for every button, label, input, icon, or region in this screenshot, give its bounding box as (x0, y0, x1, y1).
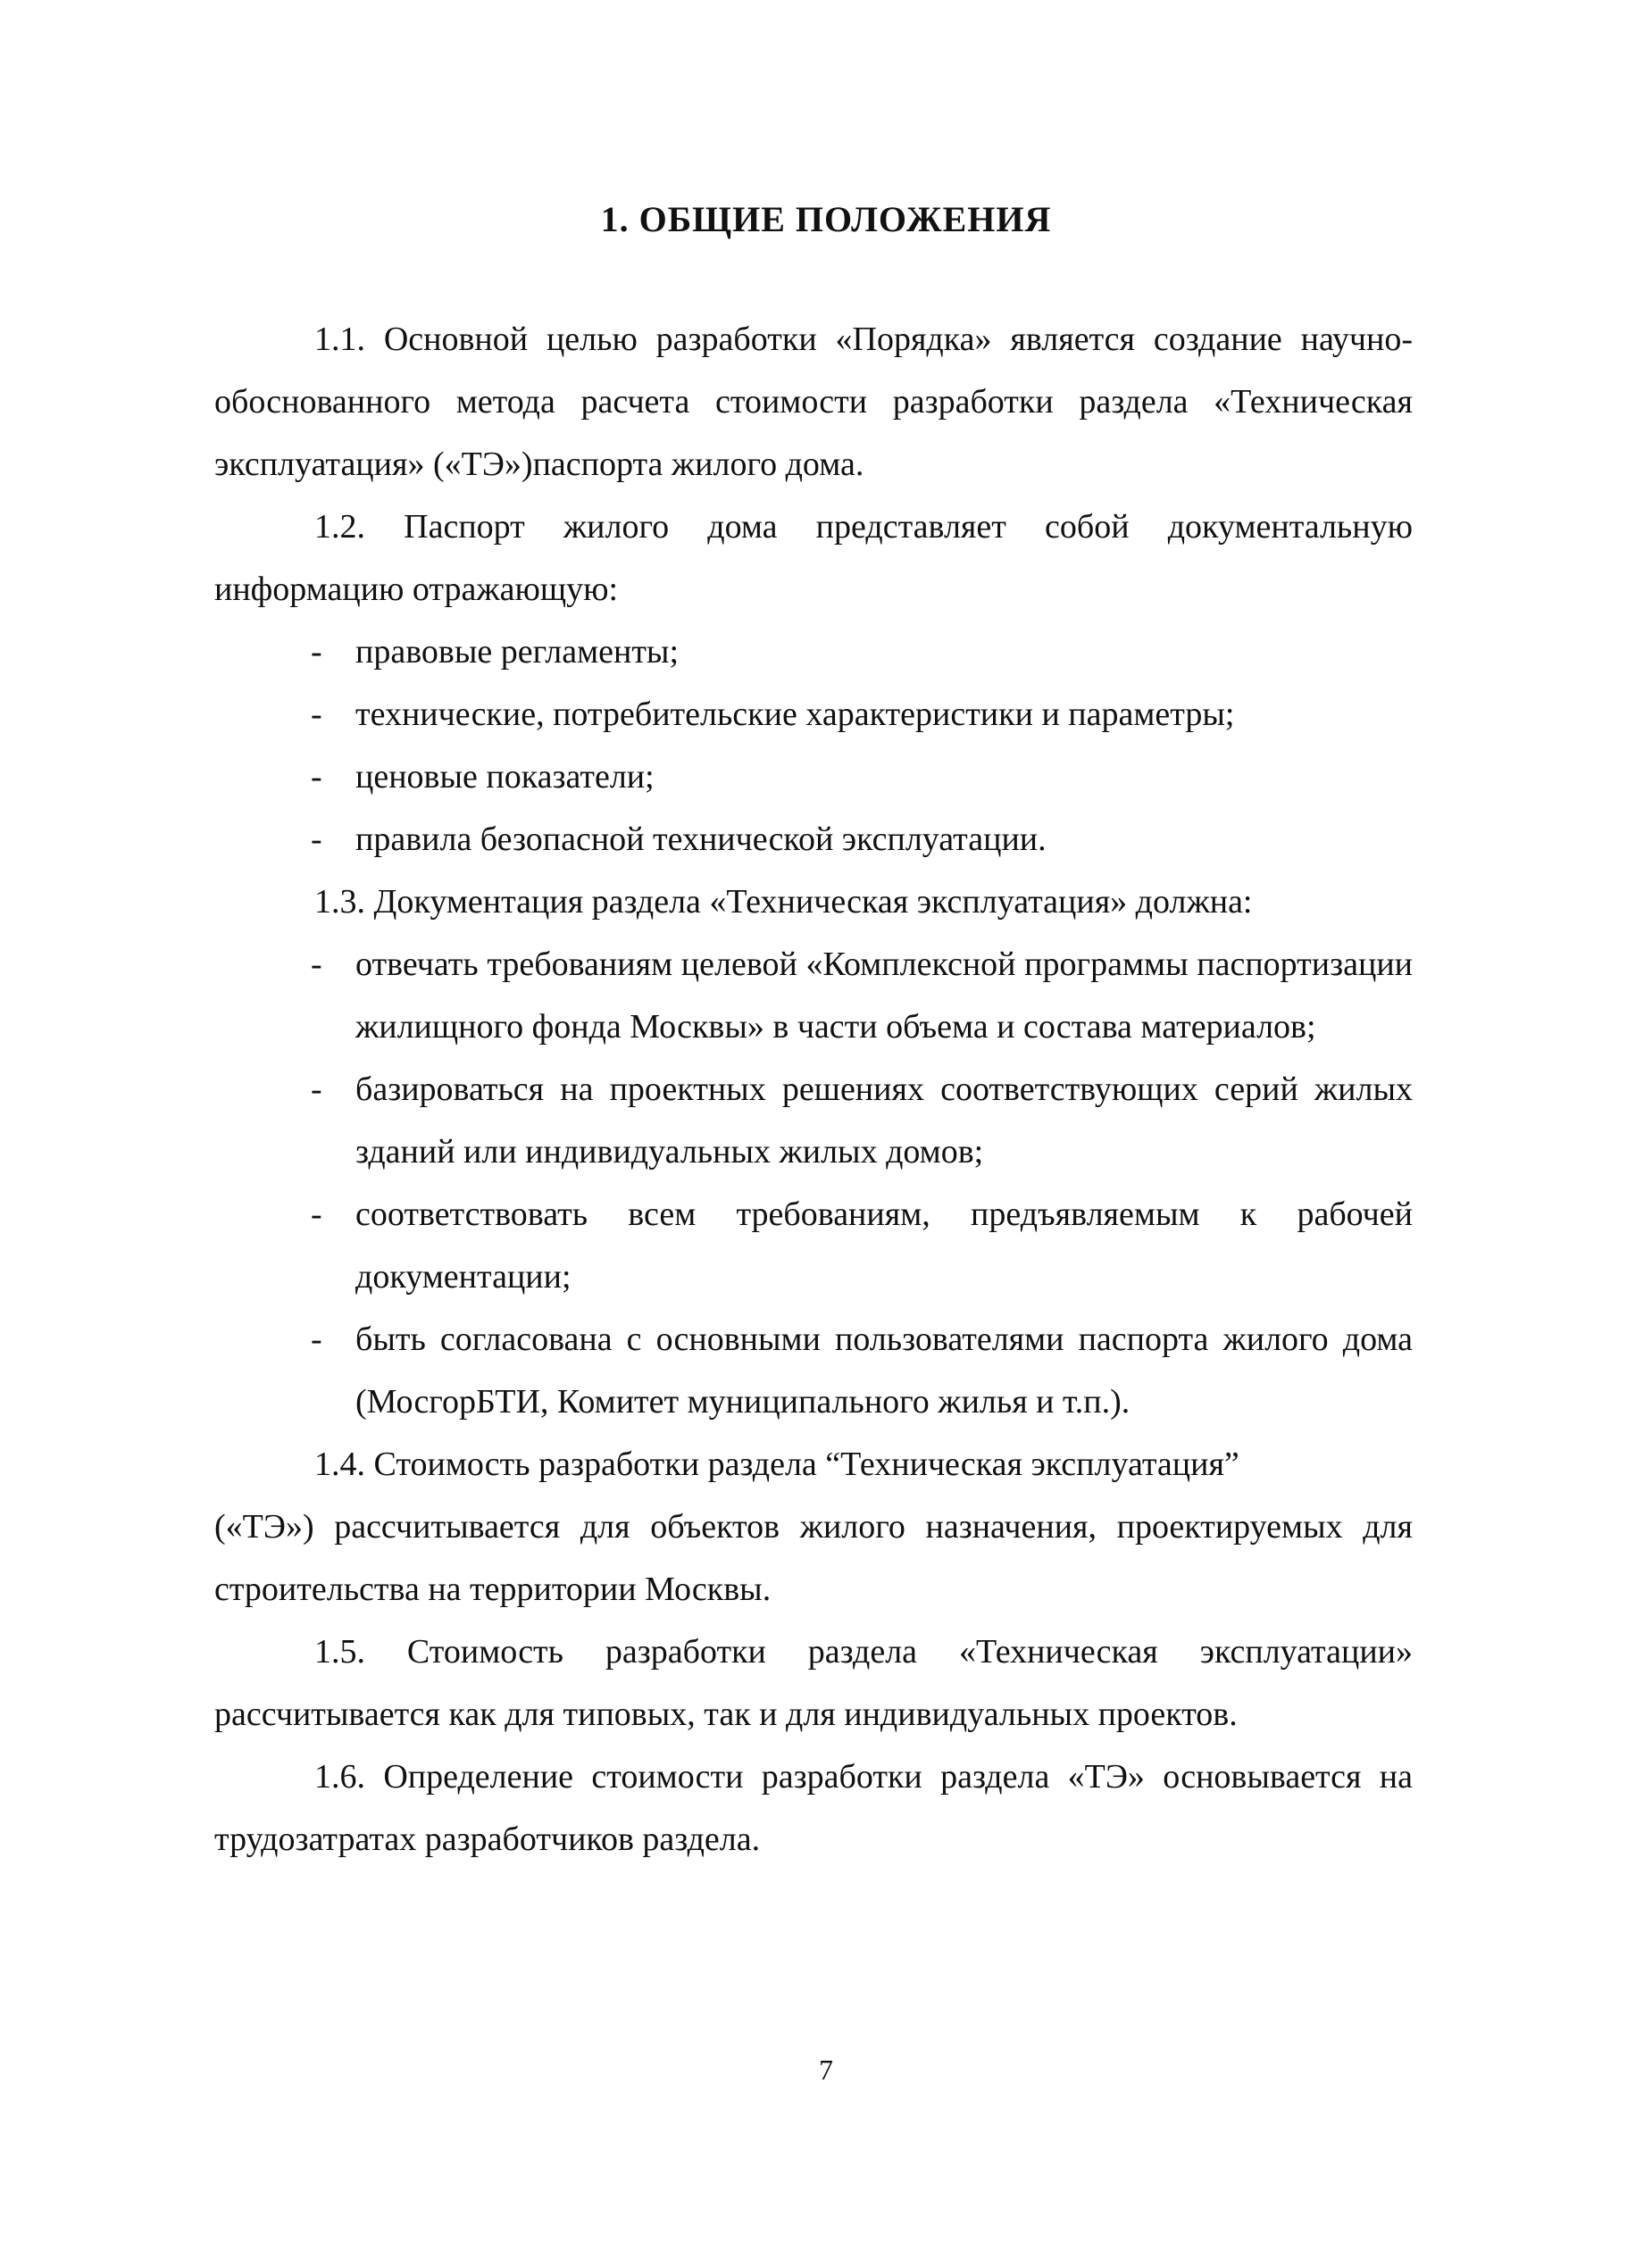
list-item (214, 1058, 1413, 1183)
section-title: 1. ОБЩИЕ ПОЛОЖЕНИЯ (600, 199, 1052, 239)
paragraph-1-2: 1.2. Паспорт жилого дома представляет собой документальную информацию отражающую: (214, 508, 1413, 608)
list-dash: - (311, 946, 322, 983)
list-dash: - (311, 1321, 322, 1358)
list-dash: - (311, 696, 322, 733)
list-dash: - (311, 1196, 322, 1233)
list-item (214, 933, 1413, 1058)
list-item-text: базироваться на проектных решениях соответствующих серий жилых зданий или индивидуальных жилых домов; (355, 1071, 1413, 1171)
list-dash: - (311, 1071, 322, 1108)
list-dash: - (311, 758, 322, 796)
list-item (214, 1308, 1413, 1433)
list-item-text: быть согласована с основными пользователями паспорта жилого дома (МосгорБТИ, Комитет муниципального жилья и т.п.). (355, 1321, 1413, 1421)
list-item-text: отвечать требованиям целевой «Комплексной программы паспортизации жилищного фонда Москвы» в части объема и состава материалов; (355, 946, 1413, 1046)
list-dash: - (311, 633, 322, 671)
list-dash: - (311, 821, 322, 858)
paragraph-1-5: 1.5. Стоимость разработки раздела «Техническая эксплуатации» рассчитывается как для типовых, так и для индивидуальных проектов. (214, 1633, 1413, 1733)
page-number: 7 (819, 2054, 833, 2086)
list-item-text: правила безопасной технической эксплуатации. (355, 821, 1047, 858)
list-item-text: ценовые показатели; (355, 758, 655, 796)
list-item-text: технические, потребительские характеристики и параметры; (355, 696, 1235, 733)
paragraph-1-3: 1.3. Документация раздела «Техническая эксплуатация» должна: (314, 883, 1253, 921)
paragraph-1-4-first-line: 1.4. Стоимость разработки раздела “Техническая эксплуатация” (314, 1446, 1239, 1483)
paragraph-1-4-continuation: («ТЭ») рассчитывается для объектов жилого назначения, проектируемых для строительства на территории Москвы. (214, 1508, 1413, 1608)
list-item (214, 683, 1413, 746)
paragraph-1-6: 1.6. Определение стоимости разработки раздела «ТЭ» основывается на трудозатратах разработчиков раздела. (214, 1758, 1413, 1858)
list-item (214, 808, 1413, 871)
list-item-text: соответствовать всем требованиям, предъявляемым к рабочей документации; (355, 1196, 1413, 1296)
paragraph-1-1: 1.1. Основной целью разработки «Порядка» является создание научно-обоснованного метода расчета стоимости разработки раздела «Техническая эксплуатация» («ТЭ»)паспорта жилого дома. (214, 321, 1413, 483)
document-body (214, 308, 1413, 1871)
list-item-text: правовые регламенты; (355, 633, 680, 671)
list-item (214, 746, 1413, 808)
list-item (214, 621, 1413, 683)
list-item (214, 1183, 1413, 1308)
